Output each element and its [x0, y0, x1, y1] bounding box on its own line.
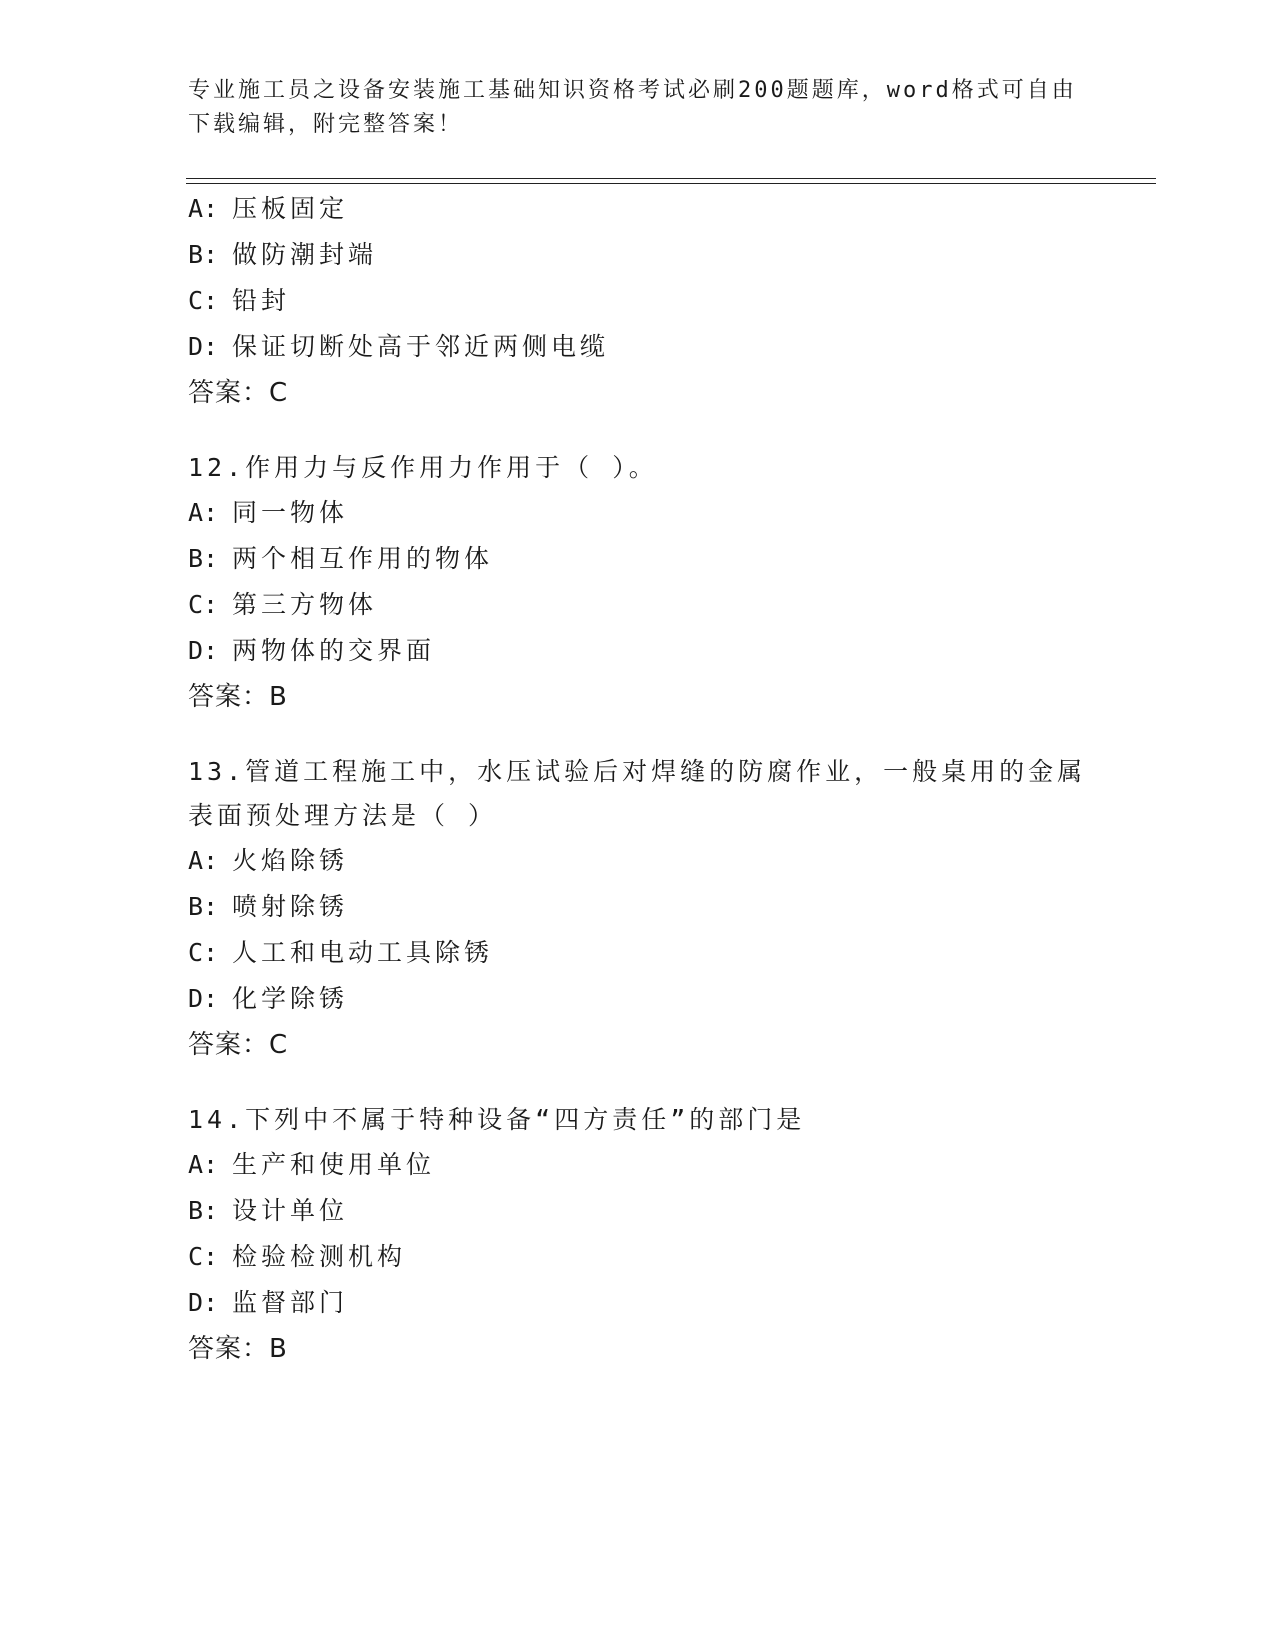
option-a [188, 838, 1088, 884]
option-c [188, 278, 1088, 324]
option-b [188, 884, 1088, 930]
option-letter: D: [188, 1288, 219, 1317]
option-text: 第三方物体 [232, 590, 378, 619]
question-11 [188, 186, 1088, 416]
option-letter: C: [188, 286, 219, 315]
option-d [188, 1280, 1088, 1326]
answer-line: 答案：B [188, 1334, 288, 1364]
option-letter: A: [188, 498, 219, 527]
option-a [188, 1142, 1088, 1188]
option-text: 设计单位 [232, 1196, 349, 1225]
option-text: 检验检测机构 [232, 1242, 407, 1271]
option-c [188, 930, 1088, 976]
option-a [188, 186, 1088, 232]
option-letter: D: [188, 332, 219, 361]
option-d [188, 628, 1088, 674]
option-letter: C: [188, 938, 219, 967]
option-letter: A: [188, 1150, 219, 1179]
option-text: 做防潮封端 [232, 240, 378, 269]
option-letter: A: [188, 194, 219, 223]
option-letter: B: [188, 892, 219, 921]
option-letter: B: [188, 240, 219, 269]
option-text: 人工和电动工具除锈 [232, 938, 494, 967]
option-text: 两个相互作用的物体 [232, 544, 494, 573]
question-12 [188, 446, 1088, 720]
option-letter: A: [188, 846, 219, 875]
option-text: 监督部门 [232, 1288, 349, 1317]
option-letter: D: [188, 636, 219, 665]
question-stem: 12.作用力与反作用力作用于（ ）。 [188, 453, 658, 482]
question-14 [188, 1098, 1088, 1372]
option-text: 生产和使用单位 [232, 1150, 436, 1179]
question-list [188, 186, 1088, 1402]
option-b [188, 232, 1088, 278]
header-rule-top [186, 178, 1156, 179]
option-c [188, 582, 1088, 628]
question-stem: 13.管道工程施工中，水压试验后对焊缝的防腐作业，一般桌用的金属表面预处理方法是（ ） [188, 757, 1087, 830]
option-letter: B: [188, 544, 219, 573]
option-a [188, 490, 1088, 536]
option-b [188, 536, 1088, 582]
answer-line: 答案：C [188, 378, 289, 408]
option-text: 压板固定 [232, 194, 349, 223]
answer-line: 答案：C [188, 1030, 289, 1060]
answer-line: 答案：B [188, 682, 288, 712]
option-b [188, 1188, 1088, 1234]
option-text: 两物体的交界面 [232, 636, 436, 665]
option-text: 喷射除锈 [232, 892, 349, 921]
option-letter: D: [188, 984, 219, 1013]
option-letter: C: [188, 590, 219, 619]
option-letter: C: [188, 1242, 219, 1271]
option-c [188, 1234, 1088, 1280]
option-text: 铅封 [232, 286, 291, 315]
option-d [188, 976, 1088, 1022]
option-text: 火焰除锈 [232, 846, 349, 875]
option-text: 同一物体 [232, 498, 349, 527]
document-header: 专业施工员之设备安装施工基础知识资格考试必刷200题题库，word格式可自由下载编辑，附完整答案！ [188, 78, 1077, 137]
header-rule-bottom [186, 183, 1156, 184]
option-letter: B: [188, 1196, 219, 1225]
option-text: 化学除锈 [232, 984, 349, 1013]
option-d [188, 324, 1088, 370]
question-13 [188, 750, 1088, 1068]
option-text: 保证切断处高于邻近两侧电缆 [232, 332, 610, 361]
question-stem: 14.下列中不属于特种设备“四方责任”的部门是 [188, 1105, 806, 1134]
